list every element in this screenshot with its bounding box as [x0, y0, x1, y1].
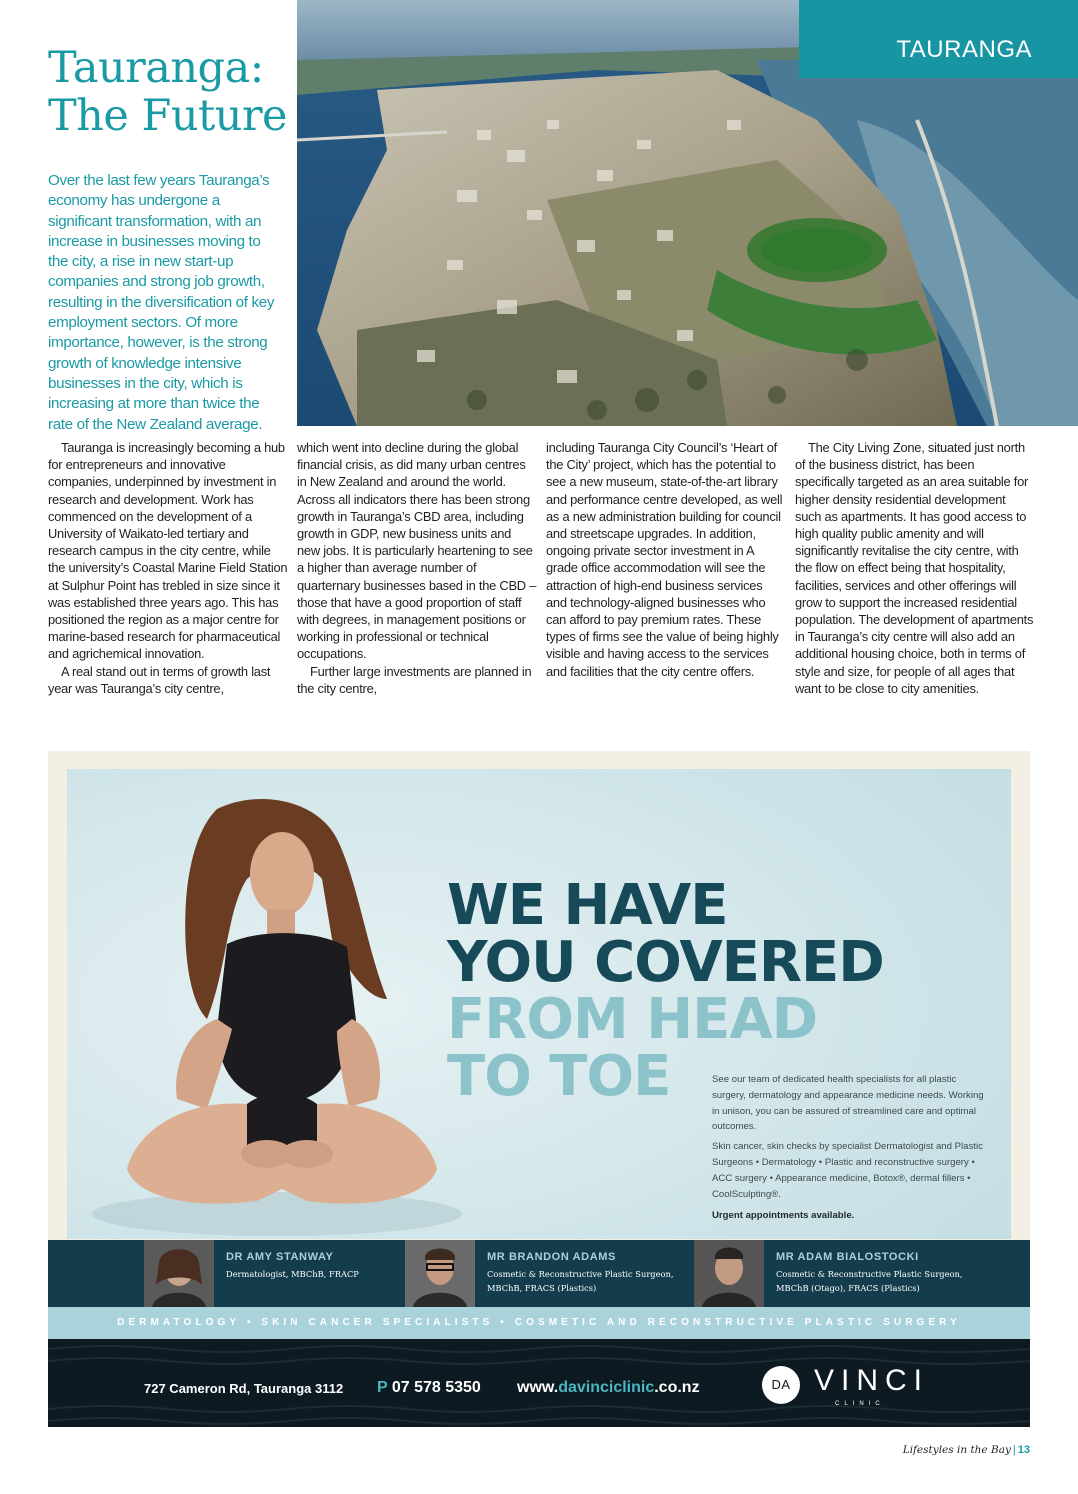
paragraph: The City Living Zone, situated just north of the business district, has been specifically targeted as an area suitable for higher density residential development such as apartments. It has good access to high quality public amenity and will significantly revitalise the city centre, with the flow on effect being that hospitality, facilities, services and other offerings will grow to support the increased residential population. The development of apartments in Tauranga’s city centre will also add an additional housing choice, both in terms of style and size, for people of all ages that want to be close to city amenities. — [795, 440, 1034, 696]
body-column-2 — [297, 439, 537, 697]
footer-separator: | — [1012, 1444, 1016, 1456]
paragraph: Further large investments are planned in the city centre, — [297, 663, 532, 696]
paragraph: Tauranga is increasingly becoming a hub for entrepreneurs and innovative companies, underpinned by investment in research and development. Work has commenced on the development of a University of Waikato-led tertiary and research campus in the city centre, while the university’s Coastal Marine Field Station at Sulphur Point has trebled in size since it was established three years ago. This has positioned the region as a major centre for marine-based research for pharmaceutical and agrichemical innovation. — [48, 440, 288, 662]
ad-headline — [447, 873, 1007, 1109]
doctor-photo — [405, 1240, 475, 1307]
contact-bar — [48, 1339, 1030, 1427]
clinic-logo-subtitle: CLINIC — [835, 1401, 885, 1407]
article-title — [48, 44, 293, 140]
doctor-photo — [694, 1240, 764, 1307]
ad-hero-image — [67, 769, 1011, 1239]
ad-services-list: Skin cancer, skin checks by specialist Dermatologist and Plastic Surgeons • Dermatology • Plastic and reconstructive surgery • ACC surgery • Appearance medicine, Botox®, dermal fillers • CoolSculpting®. — [712, 1141, 983, 1200]
title-line-2: The Future — [48, 91, 287, 141]
paragraph: including Tauranga City Council’s ‘Heart of the City’ project, which has the potential to see a new museum, state-of-the-art library and performance centre developed, as well as a new administration building for council and streetscape upgrades. In addition, ongoing private sector investment in A grade office accommodation will see the attraction of high-end business services and technology-aligned businesses who can afford to pay premium rates. These types of firms see the value of being highly visible and having access to the services and facilities that the city centre offers. — [546, 440, 783, 679]
urgent-notice: Urgent appointments available. — [712, 1210, 855, 1222]
doctors-bar — [48, 1240, 1030, 1307]
title-line-1: Tauranga: — [48, 43, 264, 93]
headline-line-3: FROM HEAD — [447, 987, 818, 1052]
clinic-logo-mark: DA — [762, 1366, 800, 1404]
web-prefix: www. — [517, 1379, 559, 1396]
doctor-photo — [144, 1240, 214, 1307]
headline-line-4: TO TOE — [447, 1044, 671, 1109]
web-suffix: .co.nz — [654, 1379, 700, 1396]
ad-copy-paragraph: See our team of dedicated health specialists for all plastic surgery, dermatology and appearance medicine needs. Working in unison, you can be assured of streamlined care and optimal outcomes. — [712, 1074, 984, 1133]
services-banner: DERMATOLOGY • SKIN CANCER SPECIALISTS • COSMETIC AND RECONSTRUCTIVE PLASTIC SURGERY — [48, 1307, 1030, 1339]
doctor-name: MR ADAM BIALOSTOCKI — [776, 1251, 919, 1263]
phone-number: 07 578 5350 — [391, 1379, 481, 1396]
section-tag: TAURANGA — [799, 0, 1078, 78]
page-number: 13 — [1017, 1444, 1030, 1456]
headline-line-2: YOU COVERED — [447, 930, 884, 995]
doctor-name: DR AMY STANWAY — [226, 1251, 334, 1263]
clinic-logo-wordmark: VINCI — [814, 1364, 930, 1397]
clinic-phone[interactable] — [377, 1379, 481, 1397]
paragraph: which went into decline during the global financial crisis, as did many urban centres in New Zealand and around the world. Across all indicators there has been strong growth in Tauranga’s CBD area, including growth in GDP, new business units and new jobs. It is particularly heartening to see a higher than average number of quarternary businesses based in the CBD – those that have a good proportion of staff with degrees, in management positions or working in professional or technical occupations. — [297, 440, 537, 662]
body-column-3 — [546, 439, 786, 680]
body-column-1 — [48, 439, 288, 697]
article-intro: Over the last few years Tauranga’s economy has undergone a significant transformation, with an increase in businesses moving to the city, a rise in new start-up companies and strong job growth, resulting in the diversification of key employment sectors. Of more importance, however, is the strong growth of knowledge intensive businesses in the city, which is increasing at more than twice the rate of the New Zealand average. — [48, 172, 275, 433]
clinic-website-link[interactable] — [517, 1379, 700, 1397]
clinic-advertisement — [48, 751, 1030, 1427]
doctor-credentials: Dermatologist, MBChB, FRACP — [226, 1269, 359, 1279]
web-domain: davinciclinic — [558, 1379, 655, 1396]
headline-line-1: WE HAVE — [447, 873, 728, 938]
body-column-4 — [795, 439, 1035, 697]
phone-prefix: P — [377, 1379, 388, 1396]
page-footer — [903, 1444, 1030, 1456]
doctor-credentials: Cosmetic & Reconstructive Plastic Surgeon, MBChB (Otago), FRACS (Plastics) — [776, 1269, 963, 1293]
clinic-address: 727 Cameron Rd, Tauranga 3112 — [144, 1381, 344, 1396]
doctor-name: MR BRANDON ADAMS — [487, 1251, 616, 1263]
ad-copy — [712, 1072, 987, 1228]
magazine-name: Lifestyles in the Bay — [902, 1444, 1011, 1456]
doctor-credentials: Cosmetic & Reconstructive Plastic Surgeon, MBChB, FRACS (Plastics) — [487, 1269, 674, 1293]
paragraph: A real stand out in terms of growth last year was Tauranga’s city centre, — [48, 663, 271, 696]
